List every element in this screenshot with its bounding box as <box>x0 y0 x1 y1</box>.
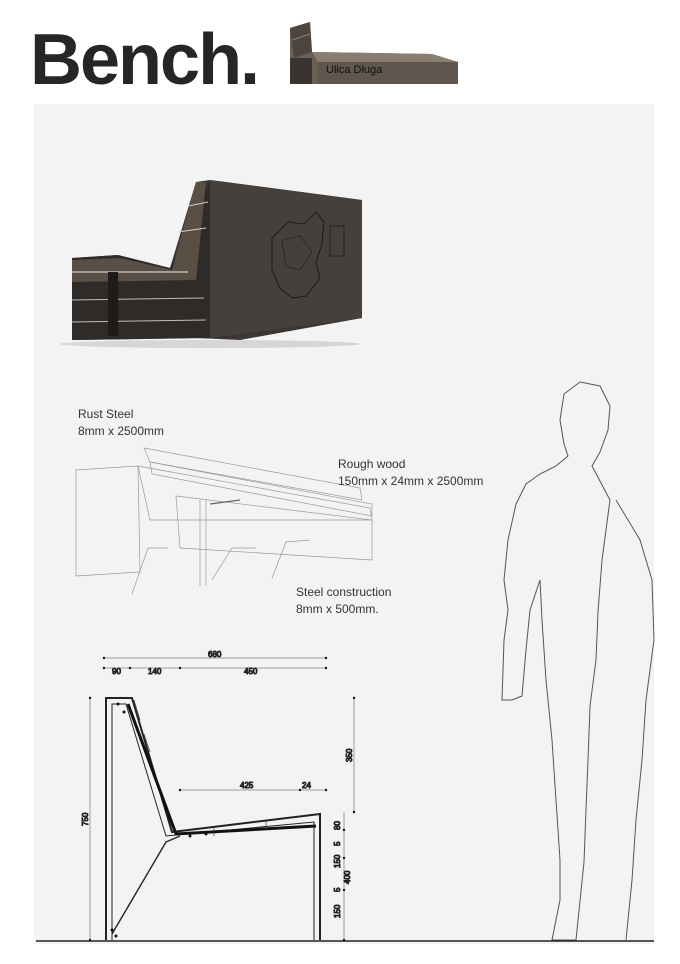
rough-wood-size: 150mm x 24mm x 2500mm <box>338 474 484 488</box>
dim-350: 350 <box>345 748 354 762</box>
thumbnail-label: Ulica Długa <box>326 64 383 76</box>
dim-5b: 5 <box>333 887 342 892</box>
steel-construction-size: 8mm x 500mm. <box>296 602 379 616</box>
dim-400: 400 <box>343 870 352 884</box>
human-silhouette <box>502 382 610 940</box>
dim-5a: 5 <box>333 841 342 846</box>
steel-construction-note <box>296 584 391 618</box>
dim-90: 90 <box>112 667 121 676</box>
rough-wood-note <box>338 456 483 490</box>
page-title: Bench. <box>30 20 259 100</box>
dim-450: 450 <box>244 667 258 676</box>
rough-wood-name: Rough wood <box>338 457 406 471</box>
dim-24: 24 <box>302 781 311 790</box>
bench-render <box>60 180 362 348</box>
dim-680: 680 <box>208 650 222 659</box>
steel-construction-name: Steel construction <box>296 585 392 599</box>
dim-150b: 150 <box>333 904 342 918</box>
rust-steel-note <box>78 406 164 440</box>
dim-750: 750 <box>81 812 90 826</box>
dim-150a: 150 <box>333 854 342 868</box>
exploded-wireframe <box>76 448 372 594</box>
dim-140: 140 <box>148 667 162 676</box>
rust-steel-name: Rust Steel <box>78 407 134 421</box>
dim-425: 425 <box>240 781 254 790</box>
rust-steel-size: 8mm x 2500mm <box>78 424 165 438</box>
dim-80: 80 <box>333 821 342 830</box>
